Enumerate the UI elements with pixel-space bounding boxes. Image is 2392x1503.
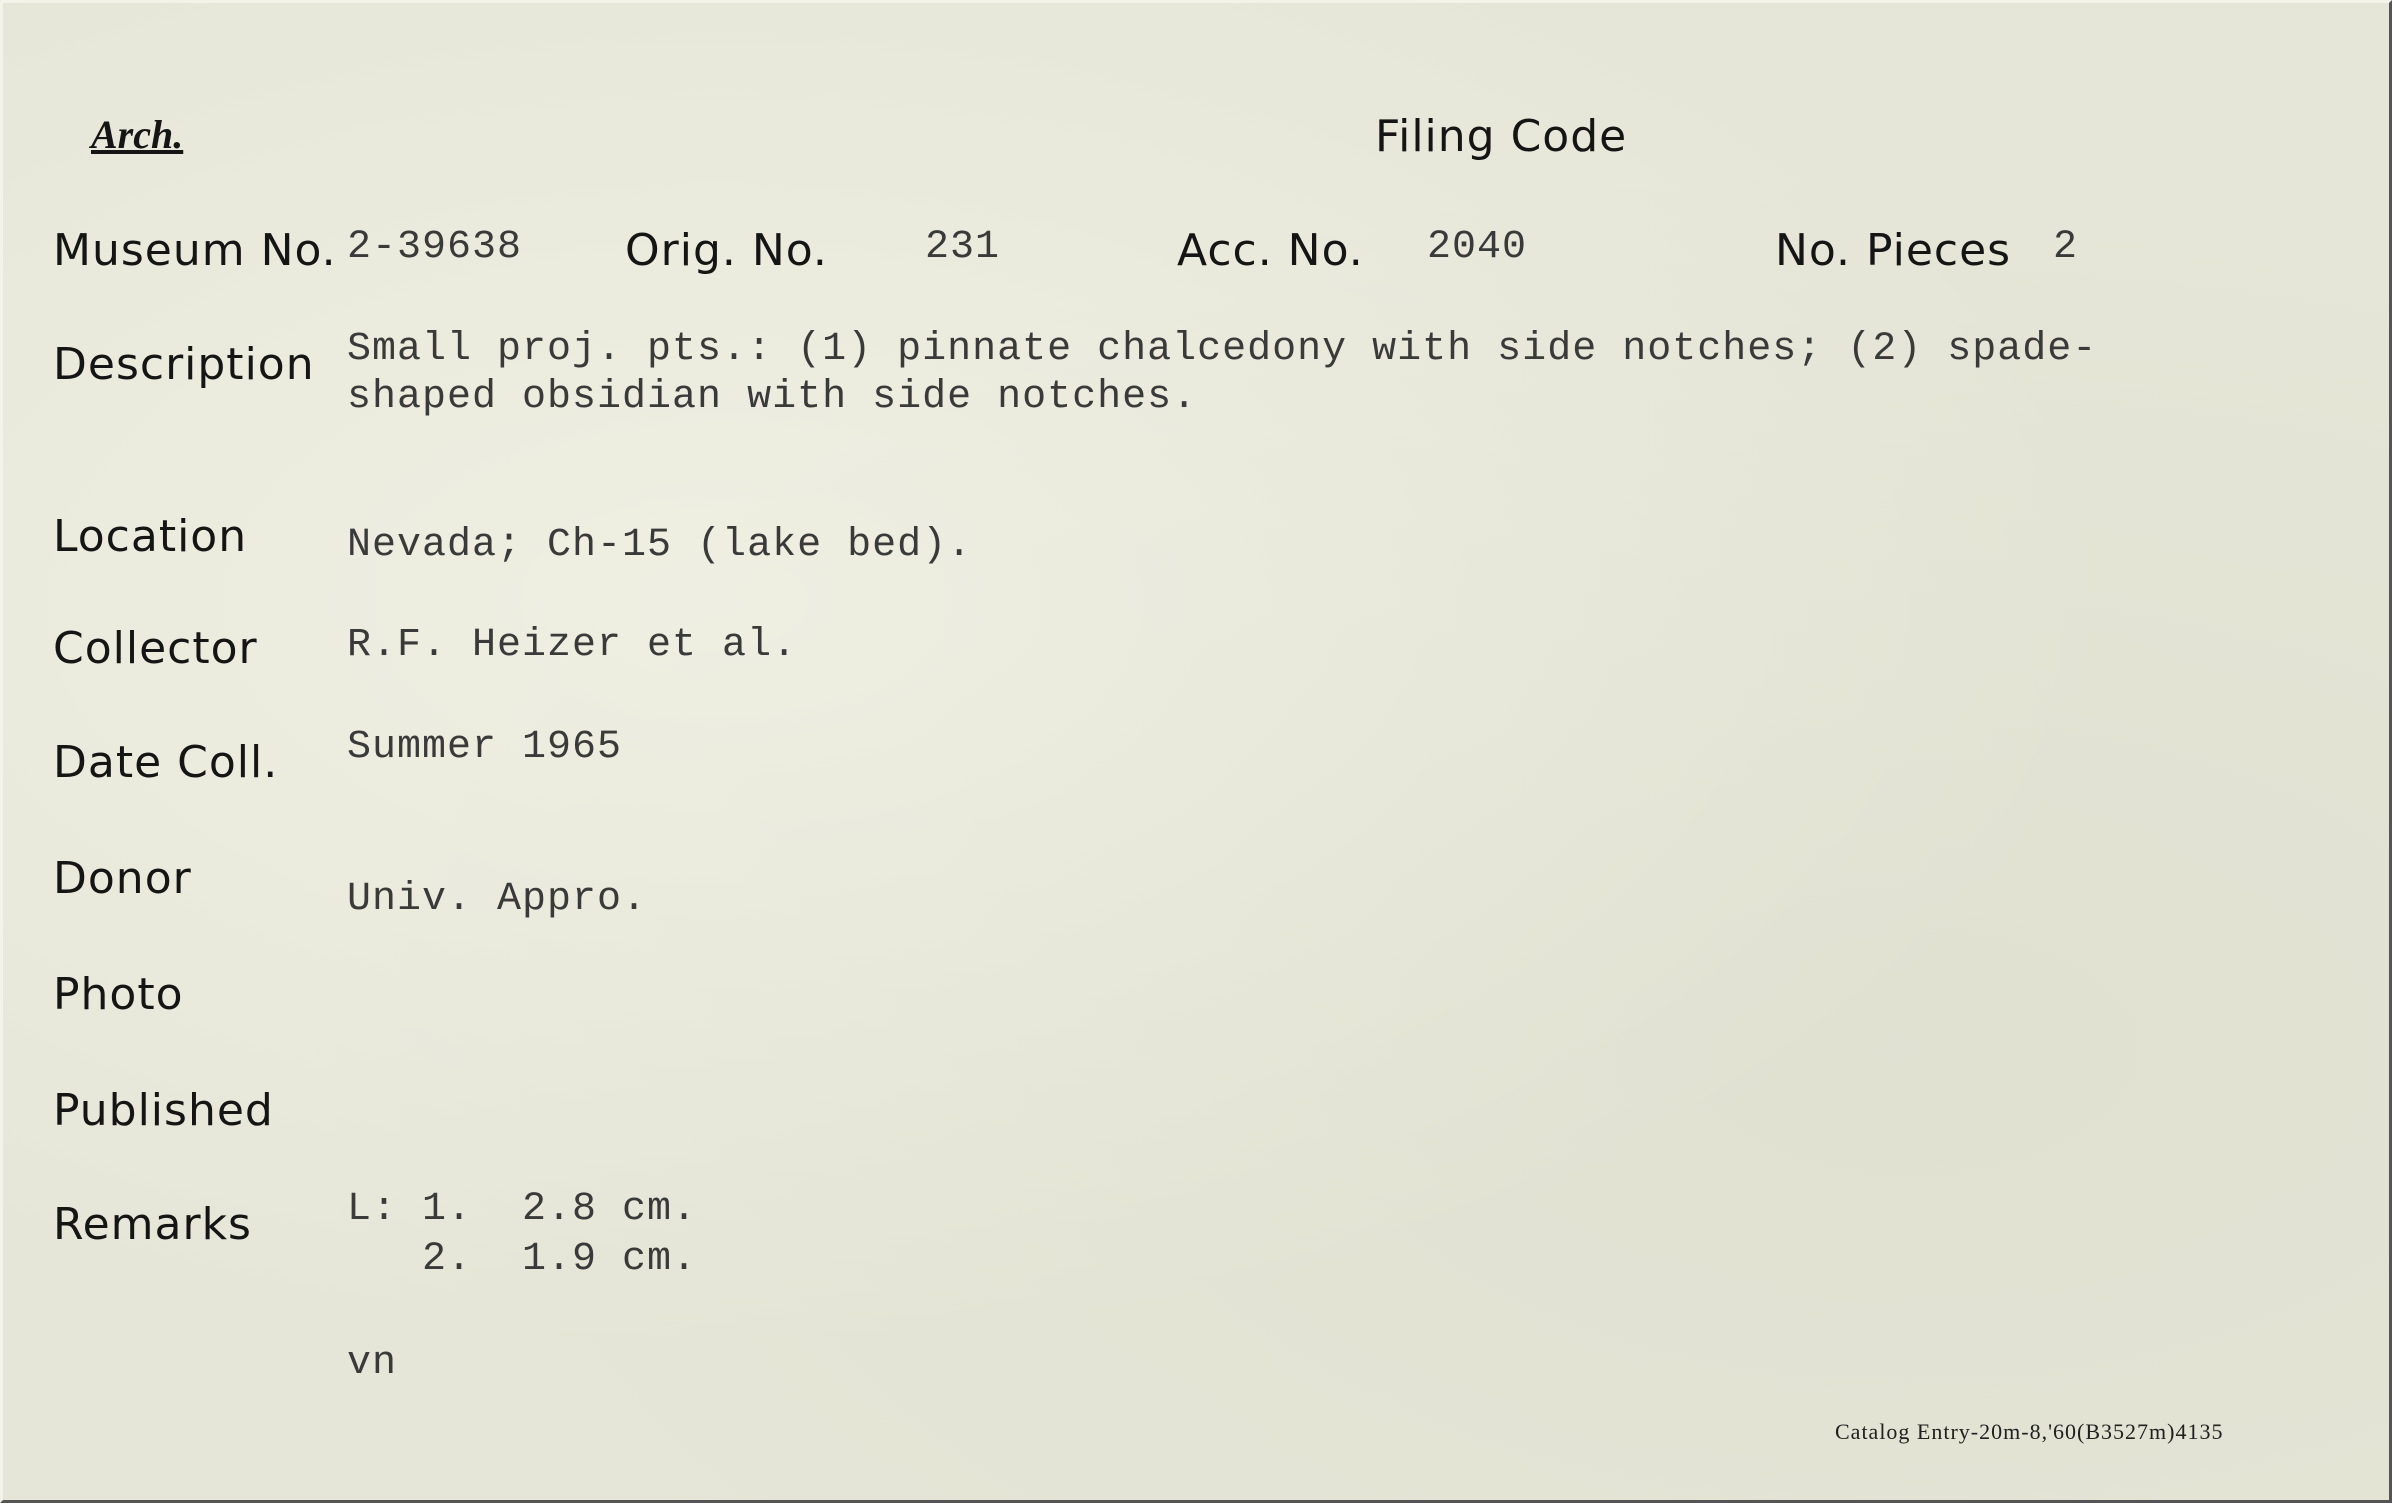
collector-value: R.F. Heizer et al. [347, 623, 798, 668]
photo-label: Photo [53, 969, 184, 1020]
arch-stamp: Arch. [91, 112, 184, 157]
no-pieces-label: No. Pieces [1775, 225, 2012, 276]
remarks-line-1: L: 1. 2.8 cm. [347, 1187, 698, 1232]
location-value: Nevada; Ch-15 (lake bed). [347, 523, 973, 568]
museum-no-label: Museum No. [53, 225, 337, 276]
description-label: Description [53, 339, 315, 390]
no-pieces-value: 2 [2053, 225, 2079, 270]
filing-code-label: Filing Code [1375, 111, 1628, 162]
catalog-entry-footer: Catalog Entry-20m-8,'60(B3527m)4135 [1835, 1419, 2224, 1444]
description-line-2: shaped obsidian with side notches. [347, 375, 1198, 420]
donor-value: Univ. Appro. [347, 877, 648, 922]
orig-no-label: Orig. No. [625, 225, 828, 276]
published-label: Published [53, 1085, 274, 1136]
acc-no-value: 2040 [1427, 225, 1528, 270]
remarks-label: Remarks [53, 1199, 252, 1250]
acc-no-label: Acc. No. [1177, 225, 1364, 276]
donor-label: Donor [53, 853, 192, 904]
remarks-line-2: 2. 1.9 cm. [347, 1237, 698, 1282]
museum-no-value: 2-39638 [347, 225, 523, 270]
collector-label: Collector [53, 623, 258, 674]
initials: vn [347, 1341, 398, 1386]
date-coll-label: Date Coll. [53, 737, 279, 788]
location-label: Location [53, 511, 248, 562]
orig-no-value: 231 [925, 225, 1001, 270]
description-line-1: Small proj. pts.: (1) pinnate chalcedony with side notches; (2) spade- [347, 327, 2098, 372]
date-coll-value: Summer 1965 [347, 725, 623, 770]
